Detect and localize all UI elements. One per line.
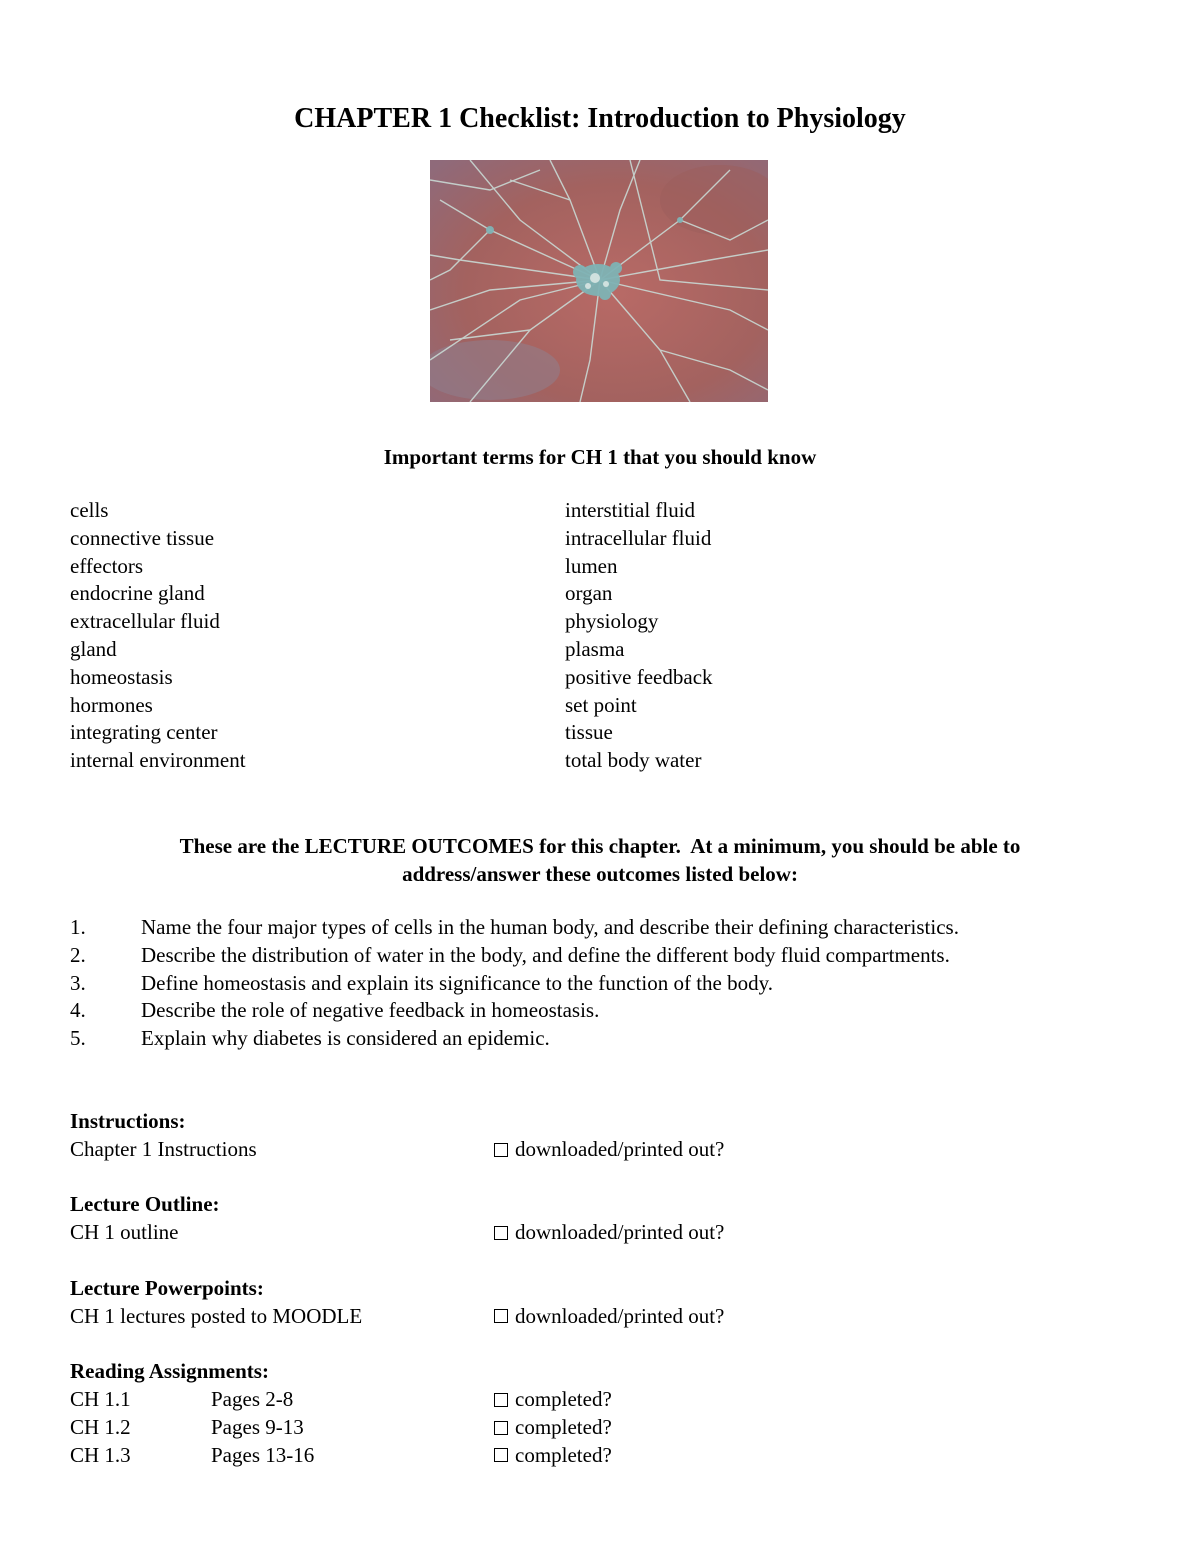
outcome-text: Describe the role of negative feedback in homeostasis. [141,998,600,1023]
term-item: organ [565,581,613,606]
check-label: completed? [515,1414,612,1439]
reading-row [70,1386,1150,1414]
lecture-outline-title: Lecture Outline: [70,1192,220,1217]
outcome-text: Describe the distribution of water in the body, and define the different body fluid compartments. [141,942,950,967]
outcome-text: Name the four major types of cells in the human body, and describe their defining characteristics. [141,915,959,939]
term-item: intracellular fluid [565,525,712,550]
reading-section [70,1358,1150,1469]
checkbox-icon[interactable] [494,1226,508,1240]
reading-pages: Pages 2-8 [211,1386,294,1411]
lecture-outline-item: CH 1 outline [70,1220,179,1245]
check-label: downloaded/printed out? [515,1136,725,1161]
instructions-check[interactable] [494,1136,724,1164]
lecture-powerpoints-check[interactable] [494,1303,724,1331]
outcomes-list [70,914,1150,1053]
outcome-number: 5. [70,1026,86,1051]
term-item: endocrine gland [70,581,205,606]
checkbox-icon[interactable] [494,1143,508,1157]
checkbox-icon[interactable] [494,1448,508,1462]
checklist-row [70,1303,1150,1331]
neuron-micrograph-image [430,160,768,402]
terms-list-right [565,497,713,775]
lecture-outline-check[interactable] [494,1219,724,1247]
lecture-powerpoints-item: CH 1 lectures posted to MOODLE [70,1303,363,1328]
outcomes-heading-line-1: These are the LECTURE OUTCOMES for this chapter. At a minimum, you should be able to [179,834,1021,858]
term-item: internal environment [70,748,246,773]
reading-pages: Pages 13-16 [211,1442,315,1467]
check-label: completed? [515,1442,612,1467]
check-label: downloaded/printed out? [515,1303,725,1328]
page-title: CHAPTER 1 Checklist: Introduction to Physiology [294,103,906,134]
term-item: hormones [70,692,153,717]
term-item: interstitial fluid [565,498,696,522]
checklist-row [70,1219,1150,1247]
outcome-item [70,942,1150,970]
term-item: plasma [565,636,625,661]
term-item: tissue [565,720,613,745]
outcome-number: 4. [70,998,86,1023]
outcomes-heading [0,832,1200,888]
instructions-item: Chapter 1 Instructions [70,1136,257,1161]
term-item: physiology [565,609,659,634]
reading-chapter: CH 1.1 [70,1386,131,1411]
terms-heading: Important terms for CH 1 that you should know [383,445,817,469]
reading-chapter: CH 1.2 [70,1414,131,1439]
outcome-item [70,970,1150,998]
outcome-number: 1. [70,915,86,939]
outcome-text: Define homeostasis and explain its significance to the function of the body. [141,970,773,995]
lecture-powerpoints-title: Lecture Powerpoints: [70,1275,264,1300]
term-item: integrating center [70,720,218,745]
term-item: gland [70,636,117,661]
reading-pages: Pages 9-13 [211,1414,304,1439]
term-item: total body water [565,748,702,773]
outcome-item [70,1025,1150,1053]
reading-row [70,1442,1150,1470]
checkbox-icon[interactable] [494,1421,508,1435]
reading-check[interactable] [494,1442,612,1470]
instructions-title: Instructions: [70,1109,186,1133]
outcomes-heading-line-2: address/answer these outcomes listed below: [402,862,798,886]
outcome-item [70,997,1150,1025]
checkbox-icon[interactable] [494,1393,508,1407]
term-item: extracellular fluid [70,609,220,634]
outcome-number: 3. [70,970,86,995]
lecture-powerpoints-section [70,1275,1150,1331]
term-item: connective tissue [70,525,215,550]
term-item: lumen [565,553,618,578]
check-label: downloaded/printed out? [515,1220,725,1245]
reading-check[interactable] [494,1386,612,1414]
outcome-text: Explain why diabetes is considered an epidemic. [141,1026,550,1051]
term-item: set point [565,692,637,717]
terms-list-left [70,497,246,775]
reading-check[interactable] [494,1414,612,1442]
lecture-outline-section [70,1191,1150,1247]
reading-title: Reading Assignments: [70,1359,269,1384]
outcome-item [70,914,1150,942]
check-label: completed? [515,1386,612,1411]
term-item: homeostasis [70,664,173,689]
instructions-section [70,1108,1150,1164]
term-item: positive feedback [565,664,713,689]
checklist [70,1108,1150,1497]
checkbox-icon[interactable] [494,1309,508,1323]
term-item: effectors [70,553,144,578]
reading-row [70,1414,1150,1442]
term-item: cells [70,498,109,522]
reading-chapter: CH 1.3 [70,1442,131,1467]
outcome-number: 2. [70,942,86,967]
checklist-row [70,1136,1150,1164]
